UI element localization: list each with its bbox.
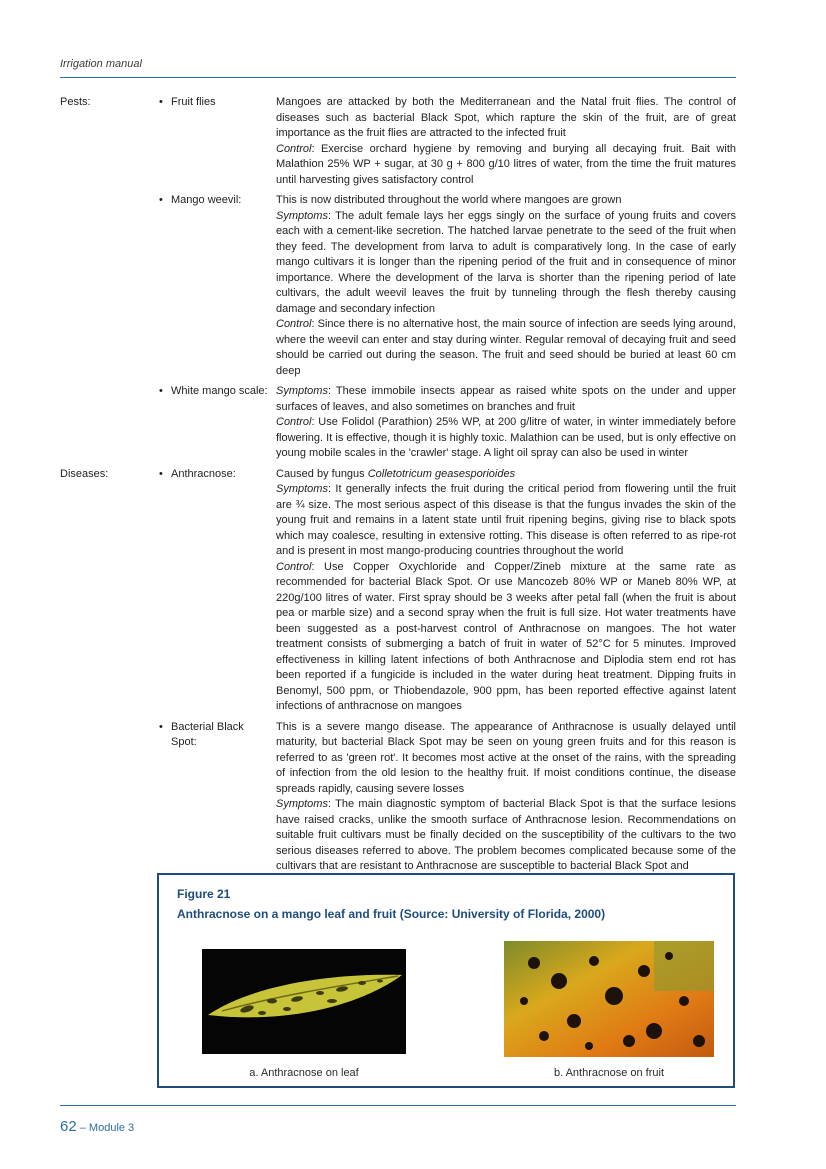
page-number: 62	[60, 1118, 77, 1135]
caption-fruit: b. Anthracnose on fruit	[553, 1067, 665, 1079]
entry-fruit-flies	[60, 95, 736, 188]
paragraph: Mangoes are attacked by both the Mediterranean and the Natal fruit flies. The control of diseases such as bacterial Black Spot, which rapture the skin of the fruit, are of great importance as the fruit flies are attracted to the infected fruit	[276, 96, 736, 139]
entry-name: • Bacterial Black Spot:	[171, 720, 244, 748]
section-label-diseases: Diseases:	[60, 467, 109, 480]
section-label-pests: Pests:	[60, 96, 91, 108]
entry-bacterial-black-spot	[60, 720, 736, 875]
page-content	[60, 95, 736, 880]
footer-separator: –	[76, 1122, 89, 1134]
symptoms-paragraph: Symptoms: It generally infects the fruit during the critical period from flowering until the fruit are ¾ size. The most serious aspect of this disease is that the fungus invades the skin of the young fruit and remains in a latent state until fruit ripening begins, giving rise to black spots which may coalesce, resulting in extensive rotting. This disease is often referred to as ripe-rot and is present in most mango-producing countries throughout the world	[276, 483, 736, 557]
paragraph: This is a severe mango disease. The appearance of Anthracnose is usually delayed until maturity, but bacterial Black Spot may be seen on young green fruits and for this reason is referred to as 'green rot'. It becomes most active at the onset of the rains, with the spreading of infection from the old lesion to the healthy fruit. If moist conditions continue, the disease spreads rapidly, causing severe losses	[276, 720, 736, 795]
diseases-section	[60, 467, 736, 875]
cause-paragraph: Caused by fungus Colletotricum geasesporioides	[276, 467, 516, 480]
entry-name: • Fruit flies	[171, 96, 216, 108]
symptoms-paragraph: Symptoms: These immobile insects appear as raised white spots on the under and upper surfaces of leaves, and also sometimes on branches and fruit	[276, 385, 736, 413]
header-rule	[60, 77, 736, 78]
leaf-photo	[202, 949, 406, 1054]
entry-name: • White mango scale:	[171, 385, 268, 397]
control-paragraph: Control: Use Copper Oxychloride and Copper/Zineb mixture at the same rate as recommended for bacterial Black Spot. Or use Mancozeb 80% WP or Maneb 80% WP, at 220g/100 litres of water. First spray should be 3 weeks after petal fall (when the fruit is about pea or marble size) and a second spray when the fruit is full size. Hot water treatments have been suggested as a post-harvest control of Anthracnose on mangoes. The hot water treatment consists of submerging a batch of fruit in water of 52°C for 5 minutes. Improved effectiveness in killing latent infections of both Anthracnose and Diplodia stem end rot has been reported if a fungicide is included in the water during heat treatment. Dipping fruits in Benomyl, 500 ppm, or Thiobendazole, 900 ppm, has been reported effective against latent infections of anthracnose on mangoes	[276, 560, 736, 712]
entry-body	[276, 467, 736, 715]
entry-body	[276, 720, 736, 875]
fruit-photo	[504, 941, 714, 1057]
entry-anthracnose	[60, 467, 736, 715]
entry-body	[276, 193, 736, 379]
page-footer	[60, 1118, 134, 1136]
symptoms-paragraph: Symptoms: The main diagnostic symptom of bacterial Black Spot is that the surface lesions have raised cracks, unlike the smooth surface of Anthracnose lesion. Recommendations on suitable fruit cultivars must be finally decided on the susceptibility of the cultivars to the two serious diseases referred to above. The problem becomes complicated because some of the cultivars that are resistant to Anthracnose are susceptible to bacterial Black Spot and	[276, 798, 736, 872]
caption-leaf: a. Anthracnose on leaf	[249, 1067, 359, 1079]
paragraph: This is now distributed throughout the world where mangoes are grown	[276, 194, 622, 206]
control-paragraph: Control: Exercise orchard hygiene by removing and burying all decaying fruit. Bait with Malathion 25% WP + sugar, at 30 g + 800 g/10 litres of water, from the time the fruit matures until harvesting gives satisfactory control	[276, 142, 736, 186]
control-paragraph: Control: Since there is no alternative host, the main source of infection are seeds lying around, where the weevil can enter and stay during winter. Regular removal of decaying fruit and seed should be carried out during the season. The fruit and seed should be buried at least 60 cm deep	[276, 318, 736, 377]
entry-body	[276, 95, 736, 188]
entry-name: • Anthracnose:	[171, 467, 236, 480]
pests-section	[60, 95, 736, 462]
module-label: Module 3	[88, 1122, 135, 1134]
entry-white-mango-scale	[60, 384, 736, 462]
figure-21	[157, 873, 735, 1088]
figure-title: Figure 21	[177, 887, 231, 901]
figure-caption: Anthracnose on a mango leaf and fruit (Source: University of Florida, 2000)	[177, 907, 606, 921]
symptoms-paragraph: Symptoms: The adult female lays her eggs singly on the surface of young fruits and covers each with a cement-like secretion. The hatched larvae penetrate to the seed of the fruit when they feed. The development from larva to adult is comparatively long. In the case of early mango cultivars it is longer than the ripening period of the fruit and in consequence of minor importance. Where the development of the larva is shorter than the ripening period of late cultivars, the adult weevil leaves the fruit by tunneling through the flesh thereby causing damage and secondary infection	[276, 209, 736, 315]
running-header: Irrigation manual	[60, 58, 142, 70]
entry-body	[276, 384, 736, 462]
control-paragraph: Control: Use Folidol (Parathion) 25% WP, at 200 g/litre of water, in winter immediately before flowering. It is effective, though it is highly toxic. Malathion can be used, but is only effective on young mobile scales in the 'crawler' stage. A light oil spray can also be used in winter	[276, 416, 736, 459]
entry-mango-weevil	[60, 193, 736, 379]
entry-name: • Mango weevil:	[171, 194, 242, 206]
footer-rule	[60, 1105, 736, 1106]
